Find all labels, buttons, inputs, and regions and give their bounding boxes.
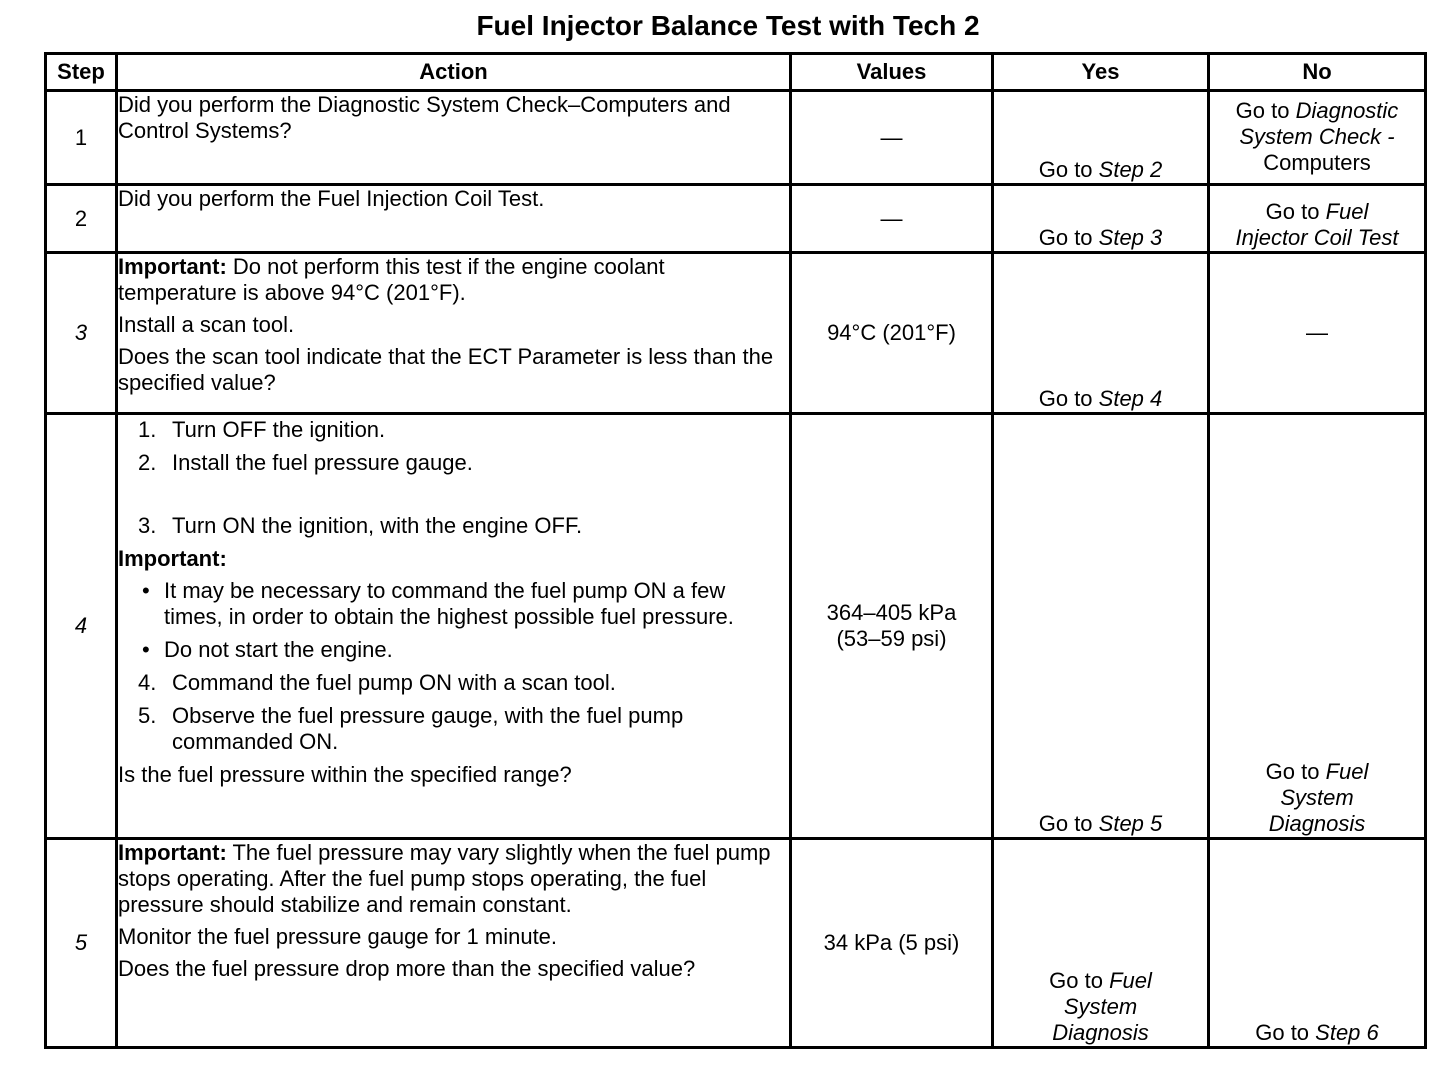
header-action: Action <box>117 54 791 91</box>
value-text: — <box>880 205 903 231</box>
value-text: 94°C (201°F) <box>827 320 956 345</box>
no-link-line: Fuel <box>1325 759 1369 784</box>
numbered-step <box>138 670 789 696</box>
no-suffix: Computers <box>1263 150 1371 175</box>
yes-prefix: Go to <box>1038 811 1099 836</box>
header-values: Values <box>791 54 993 91</box>
no-link-step-6[interactable]: Step 6 <box>1315 1020 1379 1045</box>
step-text: Observe the fuel pressure gauge, with the fuel pump commanded ON. <box>172 703 684 754</box>
important-note <box>118 840 789 918</box>
values-cell <box>791 253 993 414</box>
step-index: 3. <box>138 513 157 538</box>
action-cell <box>117 185 791 253</box>
important-label: Important: <box>118 840 227 865</box>
values-cell <box>791 91 993 185</box>
value-text: (53–59 psi) <box>836 626 947 651</box>
action-text: Did you perform the Fuel Injection Coil Test. <box>118 186 545 211</box>
diagnostic-table <box>44 52 1427 1049</box>
value-text: 364–405 kPa <box>826 600 957 625</box>
important-label: Important: <box>118 546 227 571</box>
no-link-line: System <box>1280 785 1354 810</box>
step-index: 2. <box>138 450 157 475</box>
no-prefix: Go to <box>1265 759 1326 784</box>
values-cell <box>791 839 993 1048</box>
step-number: 1 <box>46 91 117 185</box>
table-row <box>46 414 1426 839</box>
step-text: Command the fuel pump ON with a scan tool. <box>172 670 616 695</box>
numbered-step <box>138 450 789 476</box>
important-text: The fuel pressure may vary slightly when the fuel pump stops operating. After the fuel pump stops operating, the fuel pressure should stabilize and remain constant. <box>118 840 771 917</box>
numbered-step <box>138 417 789 443</box>
action-text: Did you perform the Diagnostic System Check–Computers and Control Systems? <box>118 92 731 143</box>
step-text: Turn ON the ignition, with the engine OFF. <box>172 513 583 538</box>
table-row <box>46 253 1426 414</box>
no-cell <box>1209 91 1426 185</box>
no-link-diagnostic-system-check[interactable]: Diagnostic System Check - <box>1239 98 1399 149</box>
values-cell <box>791 414 993 839</box>
yes-prefix: Go to <box>1049 968 1110 993</box>
no-prefix: Go to <box>1255 1020 1316 1045</box>
important-note <box>118 254 789 306</box>
page-title: Fuel Injector Balance Test with Tech 2 <box>476 10 980 41</box>
header-yes: Yes <box>993 54 1209 91</box>
action-cell <box>117 253 791 414</box>
no-prefix: Go to <box>1265 199 1326 224</box>
table-row <box>46 185 1426 253</box>
step-number: 3 <box>46 253 117 414</box>
bullet-icon: • <box>142 578 150 603</box>
action-cell <box>117 414 791 839</box>
important-label: Important: <box>118 254 227 279</box>
yes-link-line: System <box>1063 994 1138 1019</box>
no-cell <box>1209 839 1426 1048</box>
no-link-line: Diagnosis <box>1268 811 1366 836</box>
bullet-text: It may be necessary to command the fuel pump ON a few times, in order to obtain the highest possible fuel pressure. <box>164 578 734 629</box>
no-prefix: Go to <box>1235 98 1296 123</box>
yes-prefix: Go to <box>1038 157 1099 182</box>
value-text: 34 kPa (5 psi) <box>823 930 960 955</box>
yes-cell <box>993 414 1209 839</box>
action-text: Monitor the fuel pressure gauge for 1 minute. <box>118 924 558 949</box>
numbered-step <box>138 513 789 539</box>
bullet-item <box>142 578 789 630</box>
no-link-line: Injector Coil Test <box>1235 225 1399 250</box>
yes-link-step-3[interactable]: Step 3 <box>1098 225 1163 250</box>
action-text: Install a scan tool. <box>118 312 295 337</box>
step-text: Install the fuel pressure gauge. <box>172 450 473 475</box>
bullet-item <box>142 637 789 663</box>
header-step: Step <box>46 54 117 91</box>
action-cell <box>117 91 791 185</box>
step-index: 1. <box>138 417 157 442</box>
yes-cell <box>993 185 1209 253</box>
yes-link-line: Fuel <box>1109 968 1152 993</box>
action-question: Is the fuel pressure within the specified range? <box>118 762 572 787</box>
step-number: 5 <box>46 839 117 1048</box>
bullet-text: Do not start the engine. <box>164 637 393 662</box>
yes-link-step-2[interactable]: Step 2 <box>1098 157 1163 182</box>
action-question: Does the scan tool indicate that the ECT Parameter is less than the specified value? <box>118 344 774 395</box>
yes-cell <box>993 253 1209 414</box>
yes-prefix: Go to <box>1038 386 1099 411</box>
values-cell <box>791 185 993 253</box>
yes-link-line: Diagnosis <box>1052 1020 1149 1045</box>
step-index: 4. <box>138 670 157 695</box>
table-header-row <box>46 54 1426 91</box>
action-cell <box>117 839 791 1048</box>
no-cell <box>1209 253 1426 414</box>
no-cell <box>1209 414 1426 839</box>
step-number: 4 <box>46 414 117 839</box>
yes-link-step-5[interactable]: Step 5 <box>1098 811 1163 836</box>
bullet-icon: • <box>142 637 150 662</box>
yes-cell <box>993 839 1209 1048</box>
action-question: Does the fuel pressure drop more than the specified value? <box>118 956 696 981</box>
step-text: Turn OFF the ignition. <box>172 417 386 442</box>
step-index: 5. <box>138 703 157 728</box>
table-row <box>46 839 1426 1048</box>
no-link-line: Fuel <box>1325 199 1369 224</box>
step-number: 2 <box>46 185 117 253</box>
yes-cell <box>993 91 1209 185</box>
important-text: Do not perform this test if the engine coolant temperature is above 94°C (201°F). <box>118 254 665 305</box>
value-text: — <box>880 124 903 150</box>
header-no: No <box>1209 54 1426 91</box>
no-text: — <box>1306 320 1328 345</box>
table-row <box>46 91 1426 185</box>
no-cell <box>1209 185 1426 253</box>
yes-prefix: Go to <box>1038 225 1099 250</box>
yes-link-step-4[interactable]: Step 4 <box>1098 386 1163 411</box>
numbered-step <box>138 703 789 755</box>
